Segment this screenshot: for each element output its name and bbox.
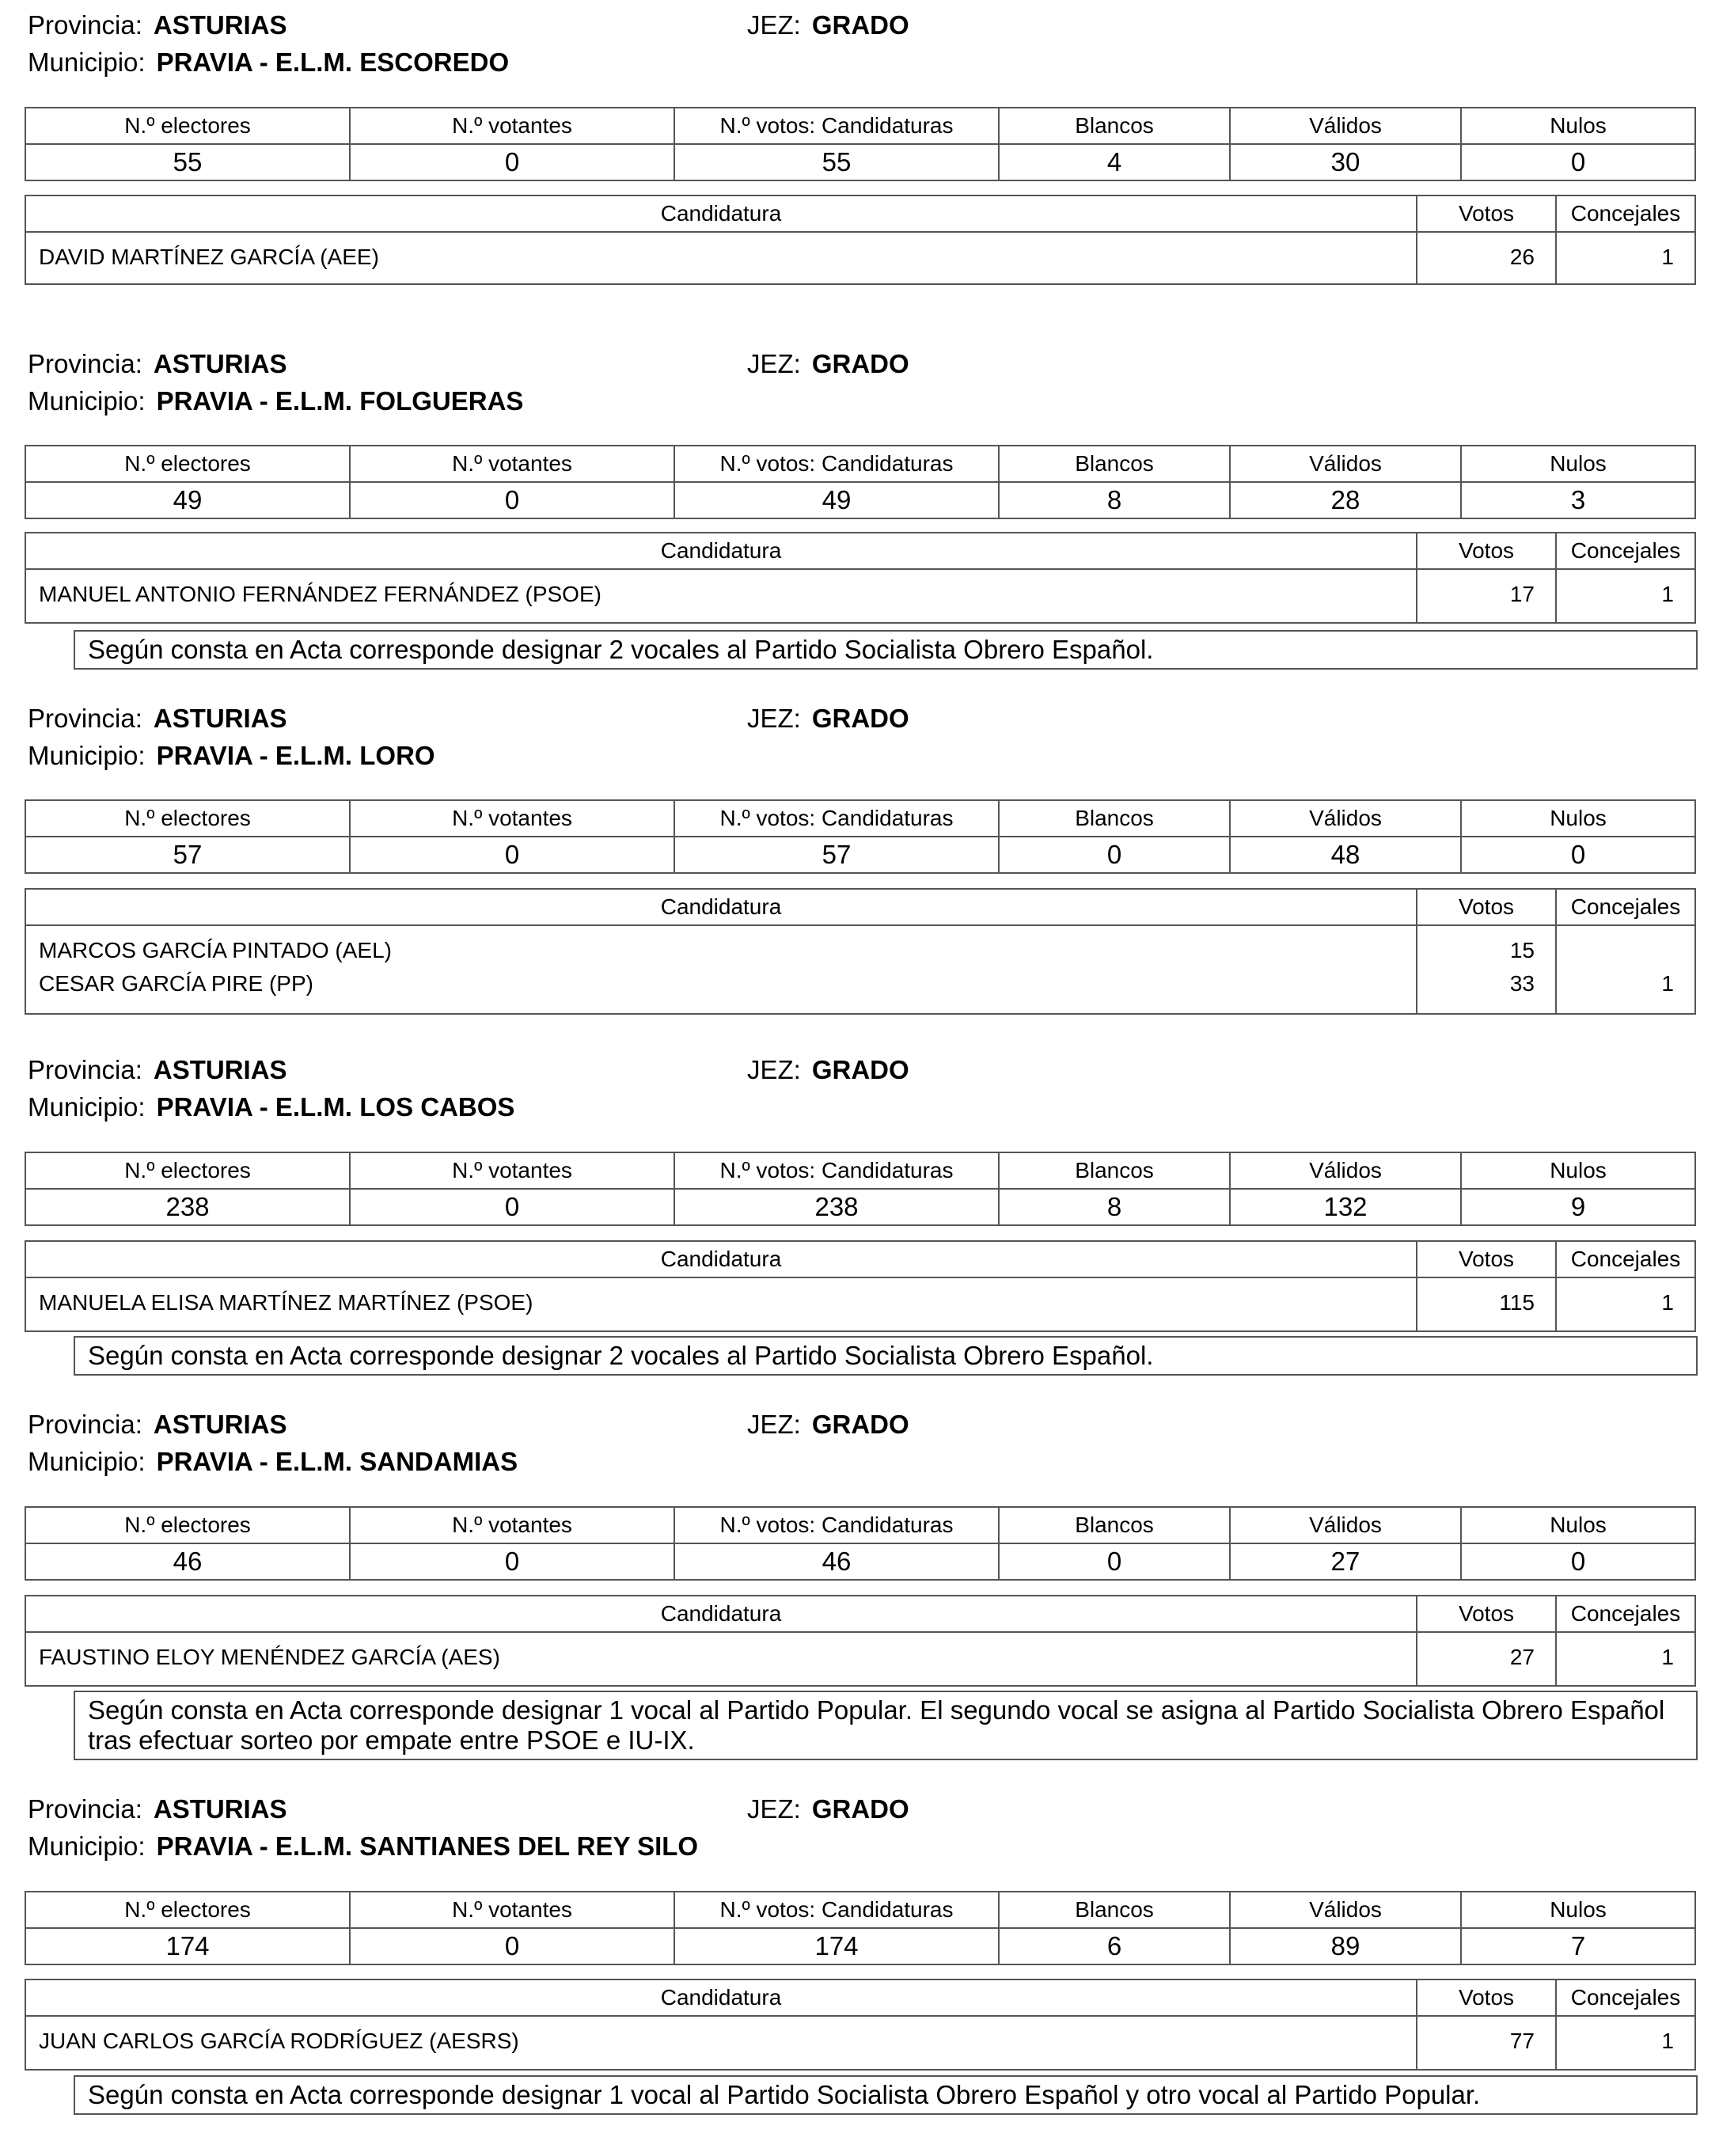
votos-header: Votos <box>1417 533 1556 569</box>
votos-header: Votos <box>1417 1979 1556 2016</box>
candidate-concejales: 1 <box>1661 582 1674 606</box>
stats-value-electores: 57 <box>25 837 350 873</box>
municipio-line <box>28 1446 518 1478</box>
jez-line <box>747 1054 909 1086</box>
candidate-concejales-cell <box>1556 232 1695 284</box>
stats-value-validos: 48 <box>1230 837 1461 873</box>
acta-note: Según consta en Acta corresponde designar 2 vocales al Partido Socialista Obrero Español. <box>74 630 1698 670</box>
candidatura-header: Candidatura <box>25 533 1417 569</box>
stats-header-electores: N.º electores <box>25 800 350 837</box>
candidate-name: JUAN CARLOS GARCÍA RODRÍGUEZ (AESRS) <box>39 2029 519 2053</box>
provincia-value: ASTURIAS <box>153 10 287 40</box>
candidatura-header: Candidatura <box>25 1979 1417 2016</box>
stats-value-blancos: 8 <box>999 1189 1230 1225</box>
stats-value-votantes: 0 <box>350 144 674 180</box>
concejales-header: Concejales <box>1556 1979 1695 2016</box>
candidate-names-cell <box>25 925 1417 1014</box>
municipio-line <box>28 1831 698 1862</box>
jez-value: GRADO <box>811 1410 909 1439</box>
provincia-value: ASTURIAS <box>153 1410 287 1439</box>
stats-header-votos_cand: N.º votos: Candidaturas <box>674 446 999 482</box>
candidates-body-row <box>25 925 1695 1014</box>
stats-header-validos: Válidos <box>1230 108 1461 144</box>
stats-value-electores: 55 <box>25 144 350 180</box>
candidates-table <box>25 195 1696 285</box>
provincia-value: ASTURIAS <box>153 349 287 378</box>
stats-header-row <box>25 108 1695 144</box>
stats-value-row <box>25 1928 1695 1964</box>
jez-label: JEZ: <box>747 349 801 378</box>
candidates-table <box>25 1240 1696 1332</box>
stats-value-votos_cand: 174 <box>674 1928 999 1964</box>
jez-line <box>747 1409 909 1440</box>
candidate-votes-cell <box>1417 232 1556 284</box>
jez-line <box>747 9 909 41</box>
stats-header-blancos: Blancos <box>999 1152 1230 1189</box>
stats-header-votos_cand: N.º votos: Candidaturas <box>674 1892 999 1928</box>
stats-header-row <box>25 800 1695 837</box>
candidates-header-row <box>25 1241 1695 1277</box>
stats-value-row <box>25 1189 1695 1225</box>
stats-table <box>25 1506 1696 1581</box>
candidate-votes: 115 <box>1499 1290 1535 1315</box>
stats-header-validos: Válidos <box>1230 1507 1461 1543</box>
stats-value-blancos: 6 <box>999 1928 1230 1964</box>
stats-value-validos: 89 <box>1230 1928 1461 1964</box>
stats-table <box>25 107 1696 181</box>
votos-header: Votos <box>1417 195 1556 232</box>
jez-line <box>747 348 909 380</box>
jez-label: JEZ: <box>747 1410 801 1439</box>
stats-header-electores: N.º electores <box>25 446 350 482</box>
candidate-name: CESAR GARCÍA PIRE (PP) <box>39 971 313 996</box>
provincia-line <box>28 703 287 734</box>
candidate-names-cell <box>25 1277 1417 1331</box>
stats-table <box>25 445 1696 519</box>
candidatura-header: Candidatura <box>25 1241 1417 1277</box>
jez-value: GRADO <box>811 10 909 40</box>
stats-header-row <box>25 1152 1695 1189</box>
jez-line <box>747 703 909 734</box>
provincia-label: Provincia: <box>28 1410 142 1439</box>
candidate-concejales: 1 <box>1661 1645 1674 1669</box>
stats-value-validos: 28 <box>1230 482 1461 518</box>
stats-header-blancos: Blancos <box>999 446 1230 482</box>
candidates-table <box>25 1979 1696 2071</box>
candidates-table <box>25 1595 1696 1687</box>
stats-value-blancos: 4 <box>999 144 1230 180</box>
stats-value-validos: 27 <box>1230 1543 1461 1580</box>
stats-value-nulos: 0 <box>1461 837 1695 873</box>
municipio-value: PRAVIA - E.L.M. SANTIANES DEL REY SILO <box>156 1831 699 1861</box>
stats-value-votantes: 0 <box>350 1928 674 1964</box>
provincia-value: ASTURIAS <box>153 1794 287 1824</box>
stats-header-votantes: N.º votantes <box>350 446 674 482</box>
provincia-line <box>28 1794 287 1825</box>
stats-header-votantes: N.º votantes <box>350 108 674 144</box>
stats-value-votos_cand: 49 <box>674 482 999 518</box>
stats-value-electores: 49 <box>25 482 350 518</box>
candidate-concejales: 1 <box>1661 245 1674 269</box>
provincia-line <box>28 1054 287 1086</box>
jez-value: GRADO <box>811 349 909 378</box>
candidate-concejales <box>1557 934 1674 967</box>
candidate-concejales-cell <box>1556 569 1695 623</box>
provincia-label: Provincia: <box>28 349 142 378</box>
candidate-votes: 26 <box>1509 245 1535 269</box>
candidates-header-row <box>25 195 1695 232</box>
jez-label: JEZ: <box>747 1794 801 1824</box>
candidates-body-row <box>25 232 1695 284</box>
stats-value-row <box>25 144 1695 180</box>
stats-header-electores: N.º electores <box>25 1507 350 1543</box>
stats-value-electores: 238 <box>25 1189 350 1225</box>
candidates-header-row <box>25 1596 1695 1632</box>
stats-header-votantes: N.º votantes <box>350 800 674 837</box>
candidate-name: MARCOS GARCÍA PINTADO (AEL) <box>39 938 392 962</box>
candidate-concejales: 1 <box>1661 1290 1674 1315</box>
candidate-name: FAUSTINO ELOY MENÉNDEZ GARCÍA (AES) <box>39 1645 500 1669</box>
acta-note: Según consta en Acta corresponde designar 1 vocal al Partido Socialista Obrero Español y otro vocal al Partido Popular. <box>74 2075 1698 2115</box>
candidate-concejales-cell <box>1556 925 1695 1014</box>
stats-header-blancos: Blancos <box>999 108 1230 144</box>
candidate-names-cell <box>25 2016 1417 2070</box>
stats-value-votos_cand: 46 <box>674 1543 999 1580</box>
candidates-body-row <box>25 2016 1695 2070</box>
provincia-label: Provincia: <box>28 10 142 40</box>
provincia-line <box>28 1409 287 1440</box>
stats-header-electores: N.º electores <box>25 1892 350 1928</box>
candidate-concejales-cell <box>1556 1277 1695 1331</box>
candidate-names-cell <box>25 232 1417 284</box>
stats-header-blancos: Blancos <box>999 800 1230 837</box>
stats-header-validos: Válidos <box>1230 446 1461 482</box>
municipio-value: PRAVIA - E.L.M. LORO <box>156 741 435 770</box>
municipio-line <box>28 47 509 78</box>
stats-value-row <box>25 837 1695 873</box>
stats-header-validos: Válidos <box>1230 800 1461 837</box>
candidate-names-cell <box>25 1632 1417 1686</box>
candidate-votes-cell <box>1417 2016 1556 2070</box>
votos-header: Votos <box>1417 1241 1556 1277</box>
stats-value-blancos: 0 <box>999 1543 1230 1580</box>
jez-value: GRADO <box>811 704 909 733</box>
jez-label: JEZ: <box>747 704 801 733</box>
stats-header-votantes: N.º votantes <box>350 1152 674 1189</box>
stats-header-electores: N.º electores <box>25 1152 350 1189</box>
candidates-body-row <box>25 1632 1695 1686</box>
jez-value: GRADO <box>811 1794 909 1824</box>
stats-value-votantes: 0 <box>350 837 674 873</box>
stats-header-votos_cand: N.º votos: Candidaturas <box>674 1152 999 1189</box>
stats-value-validos: 132 <box>1230 1189 1461 1225</box>
provincia-label: Provincia: <box>28 704 142 733</box>
stats-value-votantes: 0 <box>350 482 674 518</box>
candidate-votes-cell <box>1417 1632 1556 1686</box>
stats-header-row <box>25 1892 1695 1928</box>
municipio-line <box>28 385 523 417</box>
stats-header-row <box>25 446 1695 482</box>
stats-header-electores: N.º electores <box>25 108 350 144</box>
candidates-table <box>25 888 1696 1015</box>
stats-header-nulos: Nulos <box>1461 446 1695 482</box>
candidate-concejales-cell <box>1556 2016 1695 2070</box>
concejales-header: Concejales <box>1556 195 1695 232</box>
candidate-concejales-cell <box>1556 1632 1695 1686</box>
candidate-name: MANUEL ANTONIO FERNÁNDEZ FERNÁNDEZ (PSOE) <box>39 582 601 606</box>
provincia-label: Provincia: <box>28 1794 142 1824</box>
candidate-concejales: 1 <box>1661 971 1674 996</box>
stats-value-blancos: 0 <box>999 837 1230 873</box>
municipio-value: PRAVIA - E.L.M. FOLGUERAS <box>156 386 524 416</box>
jez-label: JEZ: <box>747 1055 801 1084</box>
municipio-label: Municipio: <box>28 386 146 416</box>
stats-header-votos_cand: N.º votos: Candidaturas <box>674 800 999 837</box>
candidate-votes-cell <box>1417 925 1556 1014</box>
candidates-header-row <box>25 533 1695 569</box>
concejales-header: Concejales <box>1556 1596 1695 1632</box>
votos-header: Votos <box>1417 889 1556 925</box>
stats-header-nulos: Nulos <box>1461 1152 1695 1189</box>
municipio-label: Municipio: <box>28 1831 146 1861</box>
stats-value-votantes: 0 <box>350 1189 674 1225</box>
jez-line <box>747 1794 909 1825</box>
municipio-label: Municipio: <box>28 47 146 77</box>
stats-value-blancos: 8 <box>999 482 1230 518</box>
votos-header: Votos <box>1417 1596 1556 1632</box>
acta-note: Según consta en Acta corresponde designar 1 vocal al Partido Popular. El segundo vocal se asigna al Partido Socialista Obrero Español tras efectuar sorteo por empate entre PSOE e IU-IX. <box>74 1691 1698 1760</box>
candidate-votes: 15 <box>1509 938 1535 962</box>
municipio-value: PRAVIA - E.L.M. ESCOREDO <box>156 47 510 77</box>
stats-value-row <box>25 1543 1695 1580</box>
candidate-votes-cell <box>1417 1277 1556 1331</box>
candidatura-header: Candidatura <box>25 889 1417 925</box>
stats-table <box>25 1152 1696 1226</box>
candidate-name: DAVID MARTÍNEZ GARCÍA (AEE) <box>39 245 379 269</box>
candidates-table <box>25 532 1696 624</box>
stats-header-nulos: Nulos <box>1461 800 1695 837</box>
stats-value-votantes: 0 <box>350 1543 674 1580</box>
municipio-value: PRAVIA - E.L.M. LOS CABOS <box>156 1092 515 1122</box>
provincia-value: ASTURIAS <box>153 1055 287 1084</box>
stats-header-votantes: N.º votantes <box>350 1892 674 1928</box>
candidate-name: MANUELA ELISA MARTÍNEZ MARTÍNEZ (PSOE) <box>39 1290 533 1315</box>
municipio-label: Municipio: <box>28 741 146 770</box>
municipio-label: Municipio: <box>28 1447 146 1476</box>
jez-value: GRADO <box>811 1055 909 1084</box>
stats-header-votos_cand: N.º votos: Candidaturas <box>674 108 999 144</box>
provincia-value: ASTURIAS <box>153 704 287 733</box>
candidate-votes: 17 <box>1509 582 1535 606</box>
stats-value-votos_cand: 238 <box>674 1189 999 1225</box>
municipio-label: Municipio: <box>28 1092 146 1122</box>
candidates-header-row <box>25 1979 1695 2016</box>
municipio-value: PRAVIA - E.L.M. SANDAMIAS <box>156 1447 518 1476</box>
candidate-votes-cell <box>1417 569 1556 623</box>
candidatura-header: Candidatura <box>25 195 1417 232</box>
stats-header-nulos: Nulos <box>1461 108 1695 144</box>
jez-label: JEZ: <box>747 10 801 40</box>
stats-header-nulos: Nulos <box>1461 1892 1695 1928</box>
stats-header-blancos: Blancos <box>999 1892 1230 1928</box>
candidate-concejales: 1 <box>1661 2029 1674 2053</box>
stats-value-electores: 46 <box>25 1543 350 1580</box>
acta-note: Según consta en Acta corresponde designar 2 vocales al Partido Socialista Obrero Español. <box>74 1336 1698 1376</box>
candidatura-header: Candidatura <box>25 1596 1417 1632</box>
concejales-header: Concejales <box>1556 1241 1695 1277</box>
stats-header-validos: Válidos <box>1230 1152 1461 1189</box>
concejales-header: Concejales <box>1556 889 1695 925</box>
stats-table <box>25 799 1696 874</box>
provincia-label: Provincia: <box>28 1055 142 1084</box>
municipio-line <box>28 1091 514 1123</box>
candidate-names-cell <box>25 569 1417 623</box>
stats-table <box>25 1891 1696 1965</box>
stats-header-nulos: Nulos <box>1461 1507 1695 1543</box>
stats-value-nulos: 7 <box>1461 1928 1695 1964</box>
stats-value-votos_cand: 55 <box>674 144 999 180</box>
municipio-line <box>28 740 435 772</box>
stats-value-nulos: 0 <box>1461 144 1695 180</box>
stats-header-validos: Válidos <box>1230 1892 1461 1928</box>
stats-value-validos: 30 <box>1230 144 1461 180</box>
stats-header-votantes: N.º votantes <box>350 1507 674 1543</box>
candidate-votes: 27 <box>1509 1645 1535 1669</box>
provincia-line <box>28 348 287 380</box>
candidate-votes: 33 <box>1509 971 1535 996</box>
concejales-header: Concejales <box>1556 533 1695 569</box>
candidates-header-row <box>25 889 1695 925</box>
stats-value-electores: 174 <box>25 1928 350 1964</box>
stats-value-nulos: 9 <box>1461 1189 1695 1225</box>
stats-value-votos_cand: 57 <box>674 837 999 873</box>
candidate-votes: 77 <box>1509 2029 1535 2053</box>
stats-header-votos_cand: N.º votos: Candidaturas <box>674 1507 999 1543</box>
stats-header-row <box>25 1507 1695 1543</box>
candidates-body-row <box>25 569 1695 623</box>
stats-header-blancos: Blancos <box>999 1507 1230 1543</box>
candidates-body-row <box>25 1277 1695 1331</box>
provincia-line <box>28 9 287 41</box>
stats-value-row <box>25 482 1695 518</box>
stats-value-nulos: 0 <box>1461 1543 1695 1580</box>
stats-value-nulos: 3 <box>1461 482 1695 518</box>
